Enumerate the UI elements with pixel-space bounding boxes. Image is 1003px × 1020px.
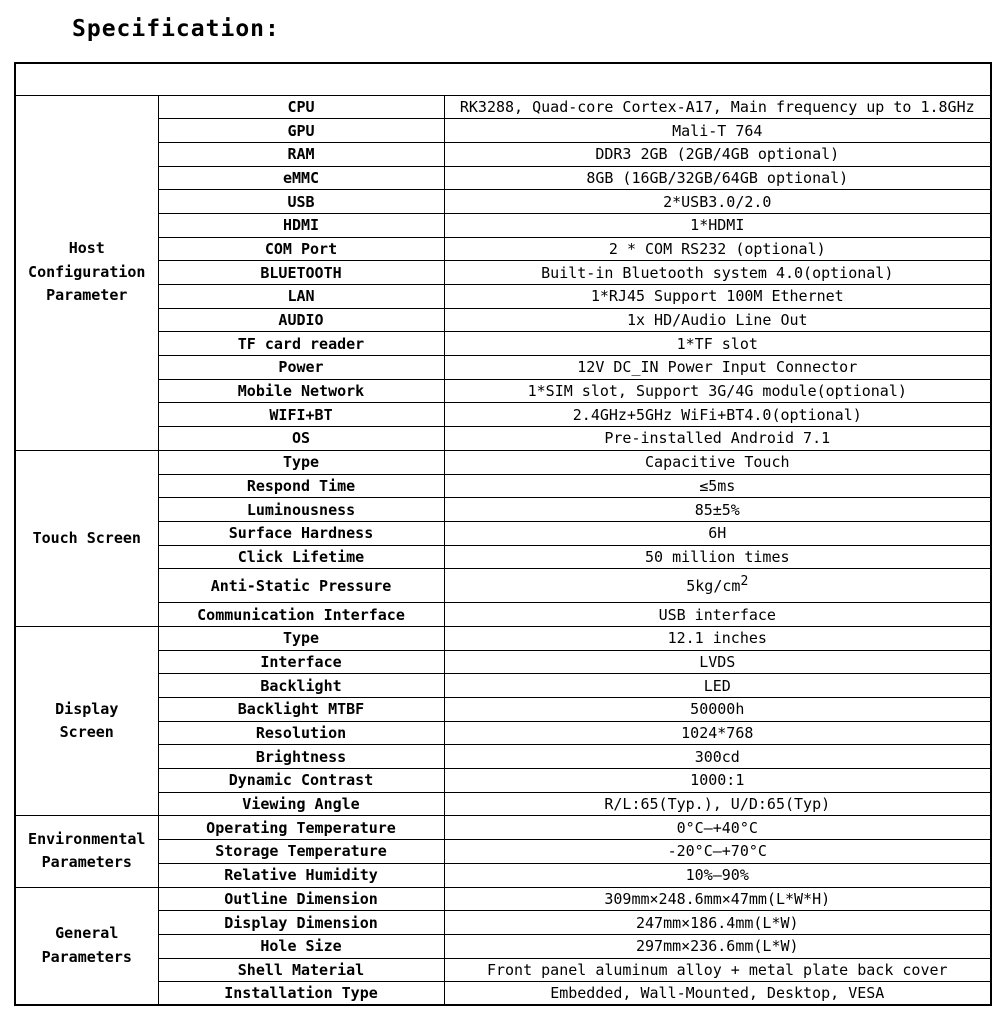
section-header-line: Configuration	[28, 262, 146, 281]
spec-value-lan	[444, 285, 991, 309]
spec-value-superscript: 2	[740, 573, 749, 589]
spec-value-text: 1*TF slot	[676, 334, 758, 353]
spec-value-power	[444, 356, 991, 380]
spec-value-text: Mali-T 764	[672, 121, 763, 140]
section-header-general-parameters	[15, 887, 158, 1005]
spec-value-text: 5kg/cm	[686, 576, 741, 595]
spec-label-viewing-angle: Viewing Angle	[158, 792, 444, 816]
section-header-line: Environmental	[28, 829, 146, 848]
spec-value-text: 50000h	[690, 700, 745, 719]
spec-value-text: USB interface	[658, 605, 776, 624]
spec-value-shell-material	[444, 958, 991, 982]
spec-row-click-lifetime	[15, 545, 991, 569]
spec-label-interface: Interface	[158, 650, 444, 674]
spec-row-resolution	[15, 721, 991, 745]
spec-label-communication-interface: Communication Interface	[158, 603, 444, 627]
spec-value-text: R/L:65(Typ.), U/D:65(Typ)	[604, 795, 831, 814]
spec-label-outline-dimension: Outline Dimension	[158, 887, 444, 911]
spec-label-respond-time: Respond Time	[158, 474, 444, 498]
spec-label-dynamic-contrast: Dynamic Contrast	[158, 769, 444, 793]
spec-label-cpu: CPU	[158, 95, 444, 119]
spec-row-lan	[15, 285, 991, 309]
spec-row-com-port	[15, 237, 991, 261]
spec-value-hole-size	[444, 934, 991, 958]
spec-row-viewing-angle	[15, 792, 991, 816]
section-header-line: Parameters	[41, 853, 132, 872]
spec-value-text: LED	[703, 676, 731, 695]
spec-value-text: 2 * COM RS232 (optional)	[608, 239, 826, 258]
spec-value-text: Embedded, Wall-Mounted, Desktop, VESA	[550, 984, 885, 1003]
spec-label-emmc: eMMC	[158, 166, 444, 190]
spec-row-hdmi	[15, 213, 991, 237]
spec-value-type	[444, 626, 991, 650]
spec-value-usb	[444, 190, 991, 214]
specification-table-body	[15, 63, 991, 1005]
spec-value-ram	[444, 142, 991, 166]
spec-value-text: 1*HDMI	[690, 216, 745, 235]
spec-row-surface-hardness	[15, 521, 991, 545]
spec-row-power	[15, 356, 991, 380]
spec-row-installation-type	[15, 982, 991, 1006]
spec-label-audio: AUDIO	[158, 308, 444, 332]
spec-row-backlight-mtbf	[15, 698, 991, 722]
spec-value-text: 1*RJ45 Support 100M Ethernet	[590, 287, 844, 306]
spec-value-com-port	[444, 237, 991, 261]
spec-label-operating-temperature: Operating Temperature	[158, 816, 444, 840]
spec-label-storage-temperature: Storage Temperature	[158, 840, 444, 864]
spec-label-anti-static-pressure: Anti-Static Pressure	[158, 569, 444, 603]
section-header-host-configuration-parameter	[15, 95, 158, 450]
spec-value-text: RK3288, Quad-core Cortex-A17, Main frequency up to 1.8GHz	[459, 97, 975, 116]
spec-row-brightness	[15, 745, 991, 769]
spec-row-gpu	[15, 119, 991, 143]
spec-value-viewing-angle	[444, 792, 991, 816]
spec-value-text: Built-in Bluetooth system 4.0(optional)	[541, 263, 894, 282]
spec-value-text: 12.1 inches	[667, 629, 767, 648]
spec-value-text: 2.4GHz+5GHz WiFi+BT4.0(optional)	[572, 405, 862, 424]
spec-label-com-port: COM Port	[158, 237, 444, 261]
spec-value-text: Front panel aluminum alloy + metal plate back cover	[486, 960, 948, 979]
spec-value-operating-temperature	[444, 816, 991, 840]
spec-label-luminousness: Luminousness	[158, 498, 444, 522]
spec-value-text: 1*SIM slot, Support 3G/4G module(optional)	[527, 382, 907, 401]
spec-value-luminousness	[444, 498, 991, 522]
spec-label-resolution: Resolution	[158, 721, 444, 745]
spec-row-shell-material	[15, 958, 991, 982]
spec-value-text: 0°C—+40°C	[676, 818, 758, 837]
section-header-line: Parameter	[46, 286, 128, 305]
spec-row-relative-humidity	[15, 863, 991, 887]
spec-value-text: 297mm×236.6mm(L*W)	[635, 937, 799, 956]
page-title: Specification:	[72, 16, 280, 42]
spec-value-wifi-bt	[444, 403, 991, 427]
spec-row-type	[15, 450, 991, 474]
spec-value-text: 247mm×186.4mm(L*W)	[635, 913, 799, 932]
spec-label-backlight-mtbf: Backlight MTBF	[158, 698, 444, 722]
spec-label-ram: RAM	[158, 142, 444, 166]
spec-value-text: 10%—90%	[685, 866, 749, 885]
spec-row-mobile-network	[15, 379, 991, 403]
spec-value-respond-time	[444, 474, 991, 498]
spec-value-text: 309mm×248.6mm×47mm(L*W*H)	[604, 889, 831, 908]
spec-row-hole-size	[15, 934, 991, 958]
spec-row-emmc	[15, 166, 991, 190]
spec-label-type: Type	[158, 626, 444, 650]
spec-label-hdmi: HDMI	[158, 213, 444, 237]
spec-row-wifi-bt	[15, 403, 991, 427]
spec-label-brightness: Brightness	[158, 745, 444, 769]
spec-row-os	[15, 427, 991, 451]
section-header-line: Parameters	[41, 947, 132, 966]
spec-label-hole-size: Hole Size	[158, 934, 444, 958]
spec-value-text: ≤5ms	[699, 476, 736, 495]
spec-value-hdmi	[444, 213, 991, 237]
spec-value-resolution	[444, 721, 991, 745]
spec-label-shell-material: Shell Material	[158, 958, 444, 982]
spec-row-type	[15, 626, 991, 650]
spec-value-cpu	[444, 95, 991, 119]
spec-value-brightness	[444, 745, 991, 769]
spec-label-wifi-bt: WIFI+BT	[158, 403, 444, 427]
spec-value-display-dimension	[444, 911, 991, 935]
spec-value-text: 2*USB3.0/2.0	[663, 192, 772, 211]
spec-value-text: 12V DC_IN Power Input Connector	[577, 358, 858, 377]
spec-row-respond-time	[15, 474, 991, 498]
section-header-environmental-parameters	[15, 816, 158, 887]
spec-label-bluetooth: BLUETOOTH	[158, 261, 444, 285]
section-header-line: Host	[68, 239, 105, 258]
spec-label-gpu: GPU	[158, 119, 444, 143]
spec-value-text: 1x HD/Audio Line Out	[626, 311, 808, 330]
spec-label-lan: LAN	[158, 285, 444, 309]
spec-value-text: 300cd	[694, 747, 740, 766]
spec-value-storage-temperature	[444, 840, 991, 864]
spec-label-usb: USB	[158, 190, 444, 214]
spec-value-text: Capacitive Touch	[645, 453, 790, 472]
spec-value-relative-humidity	[444, 863, 991, 887]
spec-value-text: Pre-installed Android 7.1	[604, 429, 831, 448]
spec-row-cpu	[15, 95, 991, 119]
spec-row-ram	[15, 142, 991, 166]
spec-row-usb	[15, 190, 991, 214]
spec-value-anti-static-pressure	[444, 569, 991, 603]
spec-row-operating-temperature	[15, 816, 991, 840]
spec-value-text: DDR3 2GB (2GB/4GB optional)	[595, 145, 840, 164]
spec-label-relative-humidity: Relative Humidity	[158, 863, 444, 887]
spec-value-type	[444, 450, 991, 474]
spec-label-power: Power	[158, 356, 444, 380]
spec-row-bluetooth	[15, 261, 991, 285]
specification-table	[14, 62, 992, 1006]
spec-label-type: Type	[158, 450, 444, 474]
spec-label-surface-hardness: Surface Hardness	[158, 521, 444, 545]
spec-label-display-dimension: Display Dimension	[158, 911, 444, 935]
spec-row-dynamic-contrast	[15, 769, 991, 793]
spec-row-communication-interface	[15, 603, 991, 627]
spec-value-text: 8GB (16GB/32GB/64GB optional)	[586, 168, 849, 187]
spec-value-tf-card-reader	[444, 332, 991, 356]
spec-label-mobile-network: Mobile Network	[158, 379, 444, 403]
spec-value-dynamic-contrast	[444, 769, 991, 793]
spec-value-emmc	[444, 166, 991, 190]
spec-value-backlight	[444, 674, 991, 698]
spec-value-communication-interface	[444, 603, 991, 627]
spec-row-anti-static-pressure	[15, 569, 991, 603]
spec-label-os: OS	[158, 427, 444, 451]
spec-value-surface-hardness	[444, 521, 991, 545]
spec-value-text: 6H	[708, 524, 727, 543]
section-header-line: General	[55, 924, 119, 943]
spec-label-tf-card-reader: TF card reader	[158, 332, 444, 356]
spec-row-luminousness	[15, 498, 991, 522]
spec-value-bluetooth	[444, 261, 991, 285]
spec-value-text: LVDS	[699, 652, 736, 671]
spec-value-interface	[444, 650, 991, 674]
spec-label-installation-type: Installation Type	[158, 982, 444, 1006]
section-header-line: Touch Screen	[32, 528, 141, 547]
spec-row-tf-card-reader	[15, 332, 991, 356]
spec-row-interface	[15, 650, 991, 674]
spec-label-click-lifetime: Click Lifetime	[158, 545, 444, 569]
spec-value-text: 85±5%	[694, 500, 740, 519]
spec-row-storage-temperature	[15, 840, 991, 864]
section-header-display-screen	[15, 626, 158, 816]
section-header-line: Display	[55, 699, 119, 718]
spec-value-text: 50 million times	[645, 547, 790, 566]
spec-label-backlight: Backlight	[158, 674, 444, 698]
section-header-touch-screen	[15, 450, 158, 626]
spec-value-gpu	[444, 119, 991, 143]
spec-value-text: 1000:1	[690, 771, 745, 790]
spec-row-outline-dimension	[15, 887, 991, 911]
spec-value-mobile-network	[444, 379, 991, 403]
spec-row-backlight	[15, 674, 991, 698]
spec-value-audio	[444, 308, 991, 332]
table-header-empty-row	[15, 63, 991, 95]
spec-row-display-dimension	[15, 911, 991, 935]
spec-value-installation-type	[444, 982, 991, 1006]
spec-value-backlight-mtbf	[444, 698, 991, 722]
section-header-line: Screen	[59, 723, 114, 742]
spec-value-os	[444, 427, 991, 451]
spec-row-audio	[15, 308, 991, 332]
spec-value-outline-dimension	[444, 887, 991, 911]
table-header-empty-cell	[15, 63, 991, 95]
spec-value-text: -20°C—+70°C	[667, 842, 767, 861]
spec-value-text: 1024*768	[681, 724, 754, 743]
spec-value-click-lifetime	[444, 545, 991, 569]
